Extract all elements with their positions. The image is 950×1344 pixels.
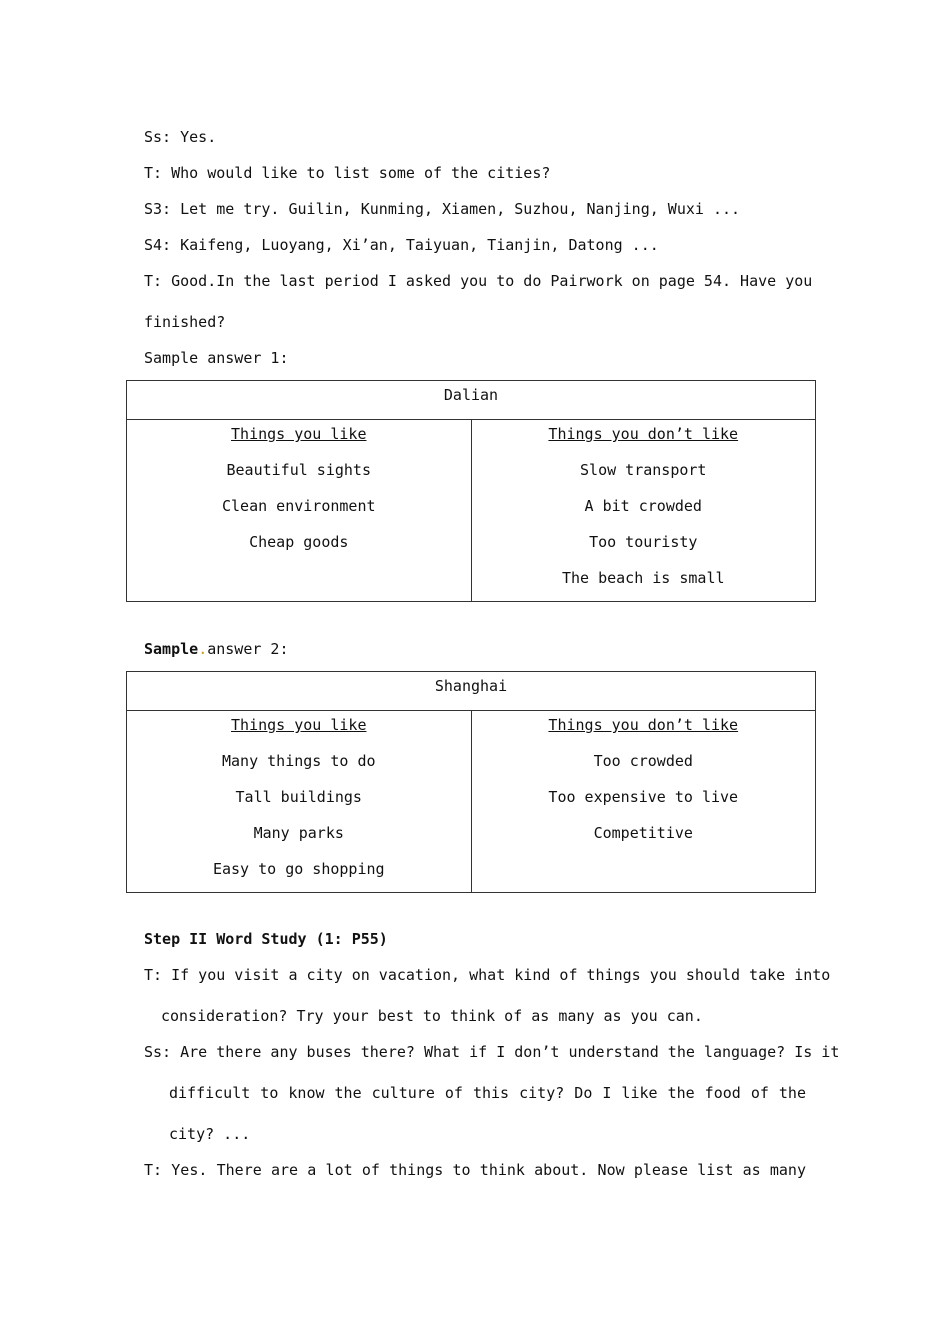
like-item: Many parks: [253, 824, 344, 842]
sample-rest-text: answer 2:: [207, 640, 289, 658]
dialogue-line: T: Yes. There are a lot of things to think about. Now please list as many: [144, 1161, 806, 1179]
dialogue-line: difficult to know the culture of this city? Do I like the food of the: [169, 1084, 806, 1102]
dialogue-line: T: Who would like to list some of the cities?: [144, 164, 551, 182]
dialogue-line: S3: Let me try. Guilin, Kunming, Xiamen, Suzhou, Nanjing, Wuxi ...: [144, 200, 741, 218]
dislikes-header: Things you don’t like: [548, 716, 739, 734]
dialogue-line: S4: Kaifeng, Luoyang, Xi’an, Taiyuan, Tianjin, Datong ...: [144, 236, 659, 254]
dislikes-header: Things you don’t like: [548, 425, 739, 443]
dialogue-line: T: If you visit a city on vacation, what kind of things you should take into: [144, 966, 831, 984]
step-heading: Step II Word Study (1: P55): [144, 930, 388, 948]
city-table-1: [126, 380, 816, 602]
dialogue-line: Ss: Are there any buses there? What if I don’t understand the language? Is it: [144, 1043, 840, 1061]
dislike-item: A bit crowded: [584, 497, 702, 515]
like-item: Cheap goods: [249, 533, 349, 551]
sample-bold-text: Sample: [144, 640, 199, 658]
city-name: Shanghai: [127, 672, 816, 711]
likes-column: [127, 711, 472, 893]
like-item: Easy to go shopping: [212, 860, 385, 878]
city-table-2: [126, 671, 816, 893]
city-name: Dalian: [127, 381, 816, 420]
dialogue-text: T: Good.: [144, 272, 217, 290]
like-item: Many things to do: [221, 752, 376, 770]
dislike-item: Slow transport: [580, 461, 707, 479]
dislike-item: Too crowded: [593, 752, 693, 770]
dialogue-line: consideration? Try your best to think of as many as you can.: [161, 1007, 703, 1025]
like-item: Tall buildings: [235, 788, 362, 806]
dialogue-line: finished?: [144, 313, 226, 331]
sample-answer-label: [144, 640, 289, 658]
edit-mark: .: [198, 640, 208, 658]
likes-column: [127, 420, 472, 602]
likes-header: Things you like: [231, 716, 367, 734]
dislikes-column: [471, 420, 816, 602]
like-item: Beautiful sights: [226, 461, 371, 479]
dialogue-line: [144, 272, 813, 290]
sample-answer-label: Sample answer 1:: [144, 349, 289, 367]
like-item: Clean environment: [221, 497, 376, 515]
likes-header: Things you like: [231, 425, 367, 443]
dislike-item: Too touristy: [589, 533, 698, 551]
dialogue-line: Ss: Yes.: [144, 128, 217, 146]
dialogue-line: city? ...: [169, 1125, 251, 1143]
dislike-item: Competitive: [593, 824, 693, 842]
dislike-item: Too expensive to live: [548, 788, 739, 806]
dialogue-text: In the last period I asked you to do Pairwork on page 54. Have you: [216, 272, 813, 290]
dislikes-column: [471, 711, 816, 893]
dislike-item: The beach is small: [561, 569, 725, 587]
